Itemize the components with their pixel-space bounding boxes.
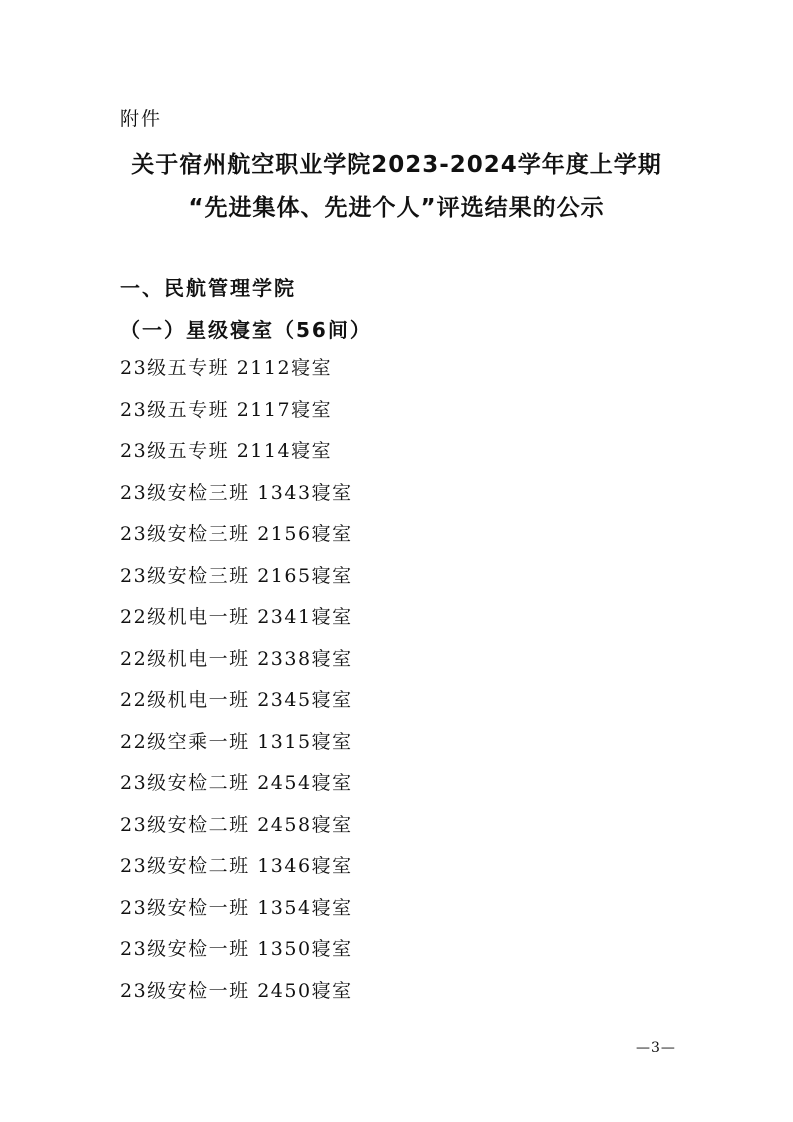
document-title-line-1: 关于宿州航空职业学院2023-2024学年度上学期 [131, 152, 662, 178]
subsection-heading: （一）星级寝室（56间） [120, 318, 372, 342]
list-item: 23级安检三班 2156寝室 [120, 523, 353, 545]
list-item: 23级安检二班 2454寝室 [120, 772, 353, 794]
page-number: —3— [636, 1040, 676, 1056]
list-item: 23级五专班 2117寝室 [120, 398, 333, 421]
list-item: 22级机电一班 2341寝室 [120, 606, 353, 628]
list-item: 23级五专班 2114寝室 [120, 440, 333, 462]
section-heading: 一、民航管理学院 [120, 276, 296, 300]
list-item: 23级安检二班 2458寝室 [120, 813, 353, 836]
list-item: 22级机电一班 2338寝室 [120, 647, 353, 670]
list-item: 23级五专班 2112寝室 [120, 357, 333, 379]
list-item: 23级安检二班 1346寝室 [120, 855, 353, 877]
list-item: 22级机电一班 2345寝室 [120, 689, 353, 711]
document-title-line-2: “先进集体、先进个人”评选结果的公示 [188, 195, 605, 221]
list-item: 23级安检三班 2165寝室 [120, 564, 353, 587]
list-item: 23级安检三班 1343寝室 [120, 481, 353, 504]
list-item: 23级安检一班 1354寝室 [120, 896, 353, 919]
list-item: 23级安检一班 2450寝室 [120, 979, 353, 1002]
list-item: 23级安检一班 1350寝室 [120, 938, 353, 960]
dormitory-list [120, 355, 353, 1019]
attachment-label: 附件 [120, 108, 163, 130]
list-item: 22级空乘一班 1315寝室 [120, 730, 353, 753]
